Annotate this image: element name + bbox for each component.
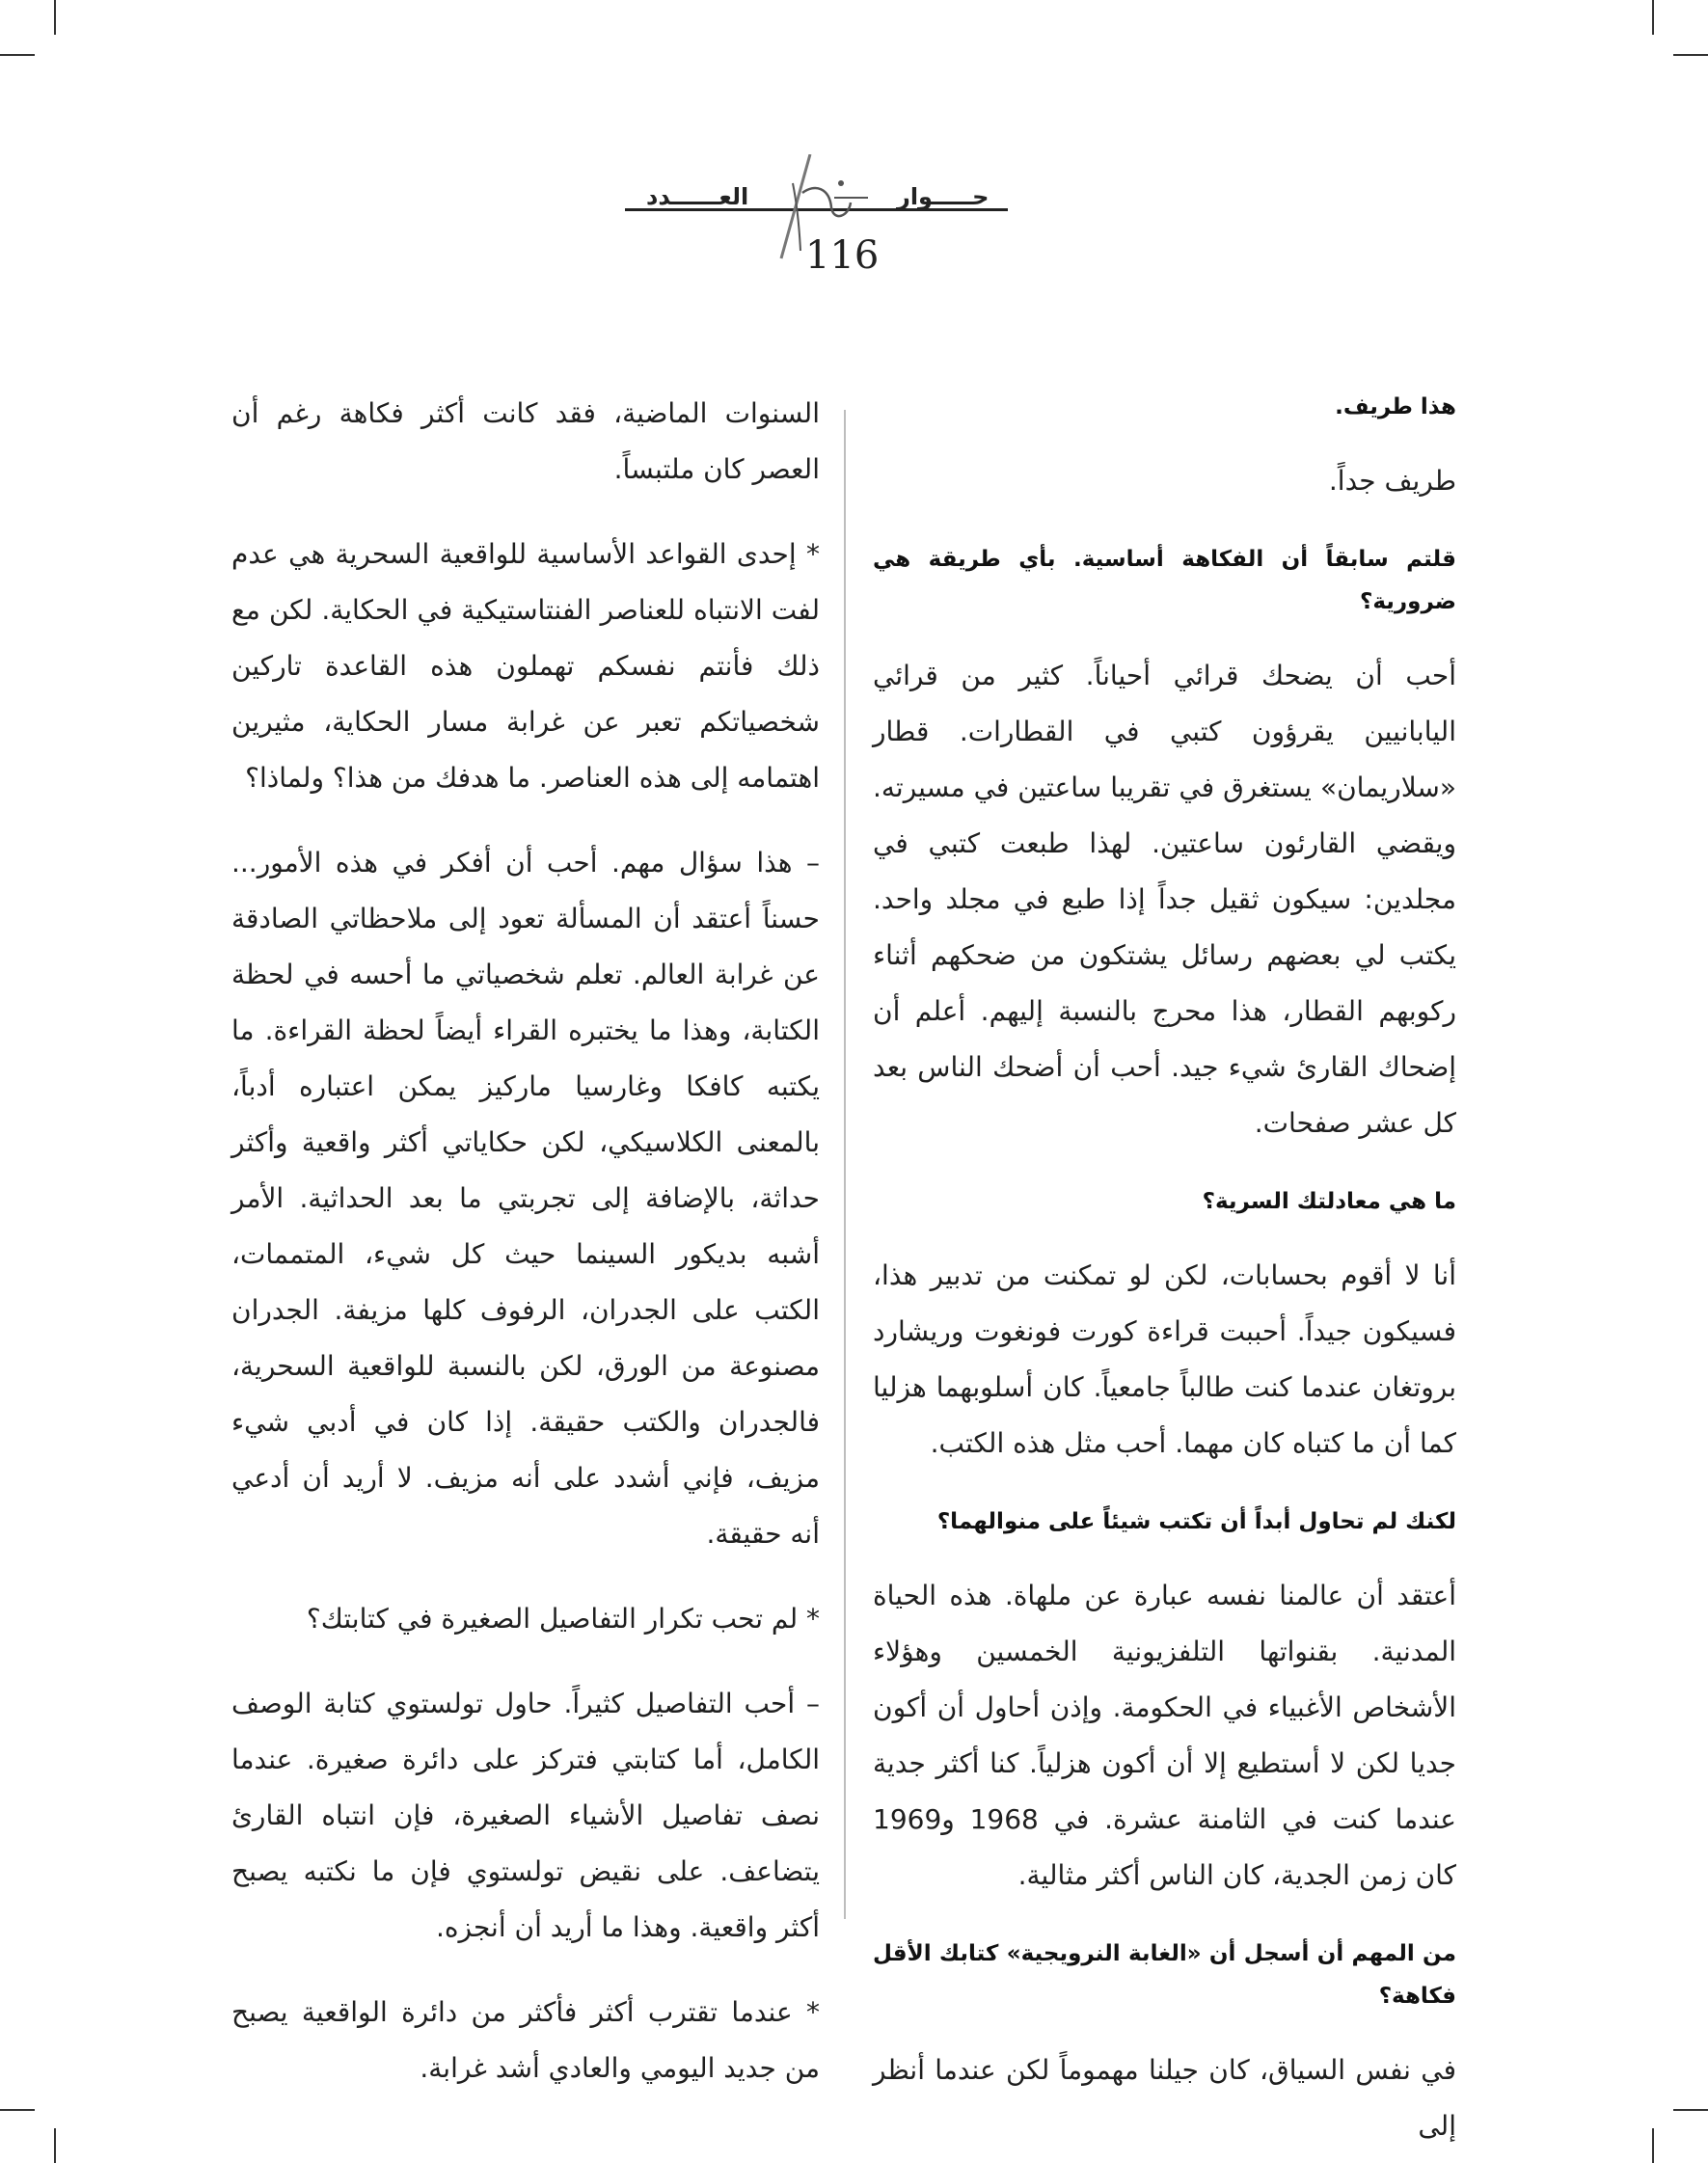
crop-mark [1673, 2109, 1708, 2111]
interview-answer: – أحب التفاصيل كثيراً. حاول تولستوي كتابة الوصف الكامل، أما كتابتي فتركز على دائرة صغيرة. عندما نصف تفاصيل الأشياء الصغيرة، فإن انتباه القارئ يتضاعف. على نقيض تولستوي فإن ما نكتبه يصبح أكثر واقعية. وهذا ما أريد أن أنجزه. [231, 1688, 820, 1943]
interview-answer: طريف جداً. [1328, 465, 1456, 497]
header-section-label: حـــــوار [897, 183, 990, 210]
column-divider [844, 410, 846, 1919]
crop-mark [0, 2109, 35, 2111]
interview-paragraph: السنوات الماضية، فقد كانت أكثر فكاهة رغم أن العصر كان ملتبساً. [231, 397, 820, 485]
interview-answer: أحب أن يضحك قرائي أحياناً. كثير من قرائي اليابانيين يقرؤون كتبي في القطارات. قطار «سلاريمان» يستغرق في تقريبا ساعتين في مسيرته. ويقضي القارئون ساعتين. لهذا طبعت كتبي في مجلدين: سيكون ثقيل جداً إذا طبع في مجلد واحد. يكتب لي بعضهم رسائل يشتكون من ضحكهم أثناء ركوبهم القطار، هذا محرج بالنسبة إليهم. أعلم أن إضحاك القارئ شيء جيد. أحب أن أضحك الناس بعد كل عشر صفحات. [873, 660, 1456, 1139]
interview-question: * إحدى القواعد الأساسية للواقعية السحرية هي عدم لفت الانتباه للعناصر الفنتاستيكية في الحكاية. لكن مع ذلك فأنتم نفسكم تهملون هذه القاعدة تاركين شخصياتكم تعبر عن غرابة مسار الحكاية، مثيرين اهتمامه إلى هذه العناصر. ما هدفك من هذا؟ ولماذا؟ [231, 538, 820, 794]
header-section-label: العــــــدد [646, 183, 749, 210]
interview-question: لكنك لم تحاول أبداً أن تكتب شيئاً على منوالهما؟ [936, 1509, 1456, 1534]
interview-question: قلتم سابقاً أن الفكاهة أساسية. بأي طريقة هي ضرورية؟ [873, 547, 1456, 614]
crop-mark [1673, 54, 1708, 56]
interview-answer: – هذا سؤال مهم. أحب أن أفكر في هذه الأمور... حسناً أعتقد أن المسألة تعود إلى ملاحظاتي الصادقة عن غرابة العالم. تعلم شخصياتي ما أحسه في لحظة الكتابة، وهذا ما يختبره القراء أيضاً لحظة القراءة. ما يكتبه كافكا وغارسيا ماركيز يمكن اعتباره أدباً، بالمعنى الكلاسيكي، لكن حكاياتي أكثر واقعية وأكثر حداثة، بالإضافة إلى تجربتي ما بعد الحداثية. الأمر أشبه بديكور السينما حيث كل شيء، المتممات، الكتب على الجدران، الرفوف كلها مزيفة. الجدران مصنوعة من الورق، لكن بالنسبة للواقعية السحرية، فالجدران والكتب حقيقة. إذا كان في أدبي شيء مزيف، فإني أشدد على أنه مزيف. لا أريد أن أدعي أنه حقيقة. [231, 847, 820, 1550]
crop-mark [1652, 2128, 1654, 2163]
crop-mark [54, 0, 56, 35]
crop-mark [1652, 0, 1654, 35]
interview-question: * عندما تقترب أكثر فأكثر من دائرة الواقعية يصبح من جديد اليومي والعادي أشد غرابة. [231, 1996, 820, 2084]
right-column [873, 386, 1456, 2154]
running-header [0, 154, 1708, 299]
interview-answer: أعتقد أن عالمنا نفسه عبارة عن ملهاة. هذه الحياة المدنية. بقنواتها التلفزيونية الخمسين وهؤلاء الأشخاص الأغبياء في الحكومة. وإذن أحاول أن أكون جديا لكن لا أستطيع إلا أن أكون هزلياً. كنا أكثر جدية عندما كنت في الثامنة عشرة. في 1968 و1969 كان زمن الجدية، كان الناس أكثر مثالية. [873, 1580, 1456, 1891]
crop-mark [54, 2128, 56, 2163]
interview-question: هذا طريف. [1335, 394, 1456, 419]
crop-mark [0, 54, 35, 56]
interview-answer: أنا لا أقوم بحسابات، لكن لو تمكنت من تدبير هذا، فسيكون جيداً. أحببت قراءة كورت فونغوت وريشارد بروتغان عندما كنت طالباً جامعياً. كان أسلوبهما هزليا كما أن ما كتباه كان مهما. أحب مثل هذه الكتب. [873, 1259, 1456, 1459]
interview-question: ما هي معادلتك السرية؟ [1202, 1189, 1456, 1214]
interview-question: من المهم أن أسجل أن «الغابة النرويجية» كتابك الأقل فكاهة؟ [873, 1941, 1456, 2009]
interview-answer: في نفس السياق، كان جيلنا مهموماً لكن عندما أنظر إلى [873, 2054, 1456, 2142]
page-number: 116 [805, 233, 880, 278]
interview-question: * لم تحب تكرار التفاصيل الصغيرة في كتابتك؟ [306, 1603, 820, 1635]
left-column [231, 386, 820, 2096]
